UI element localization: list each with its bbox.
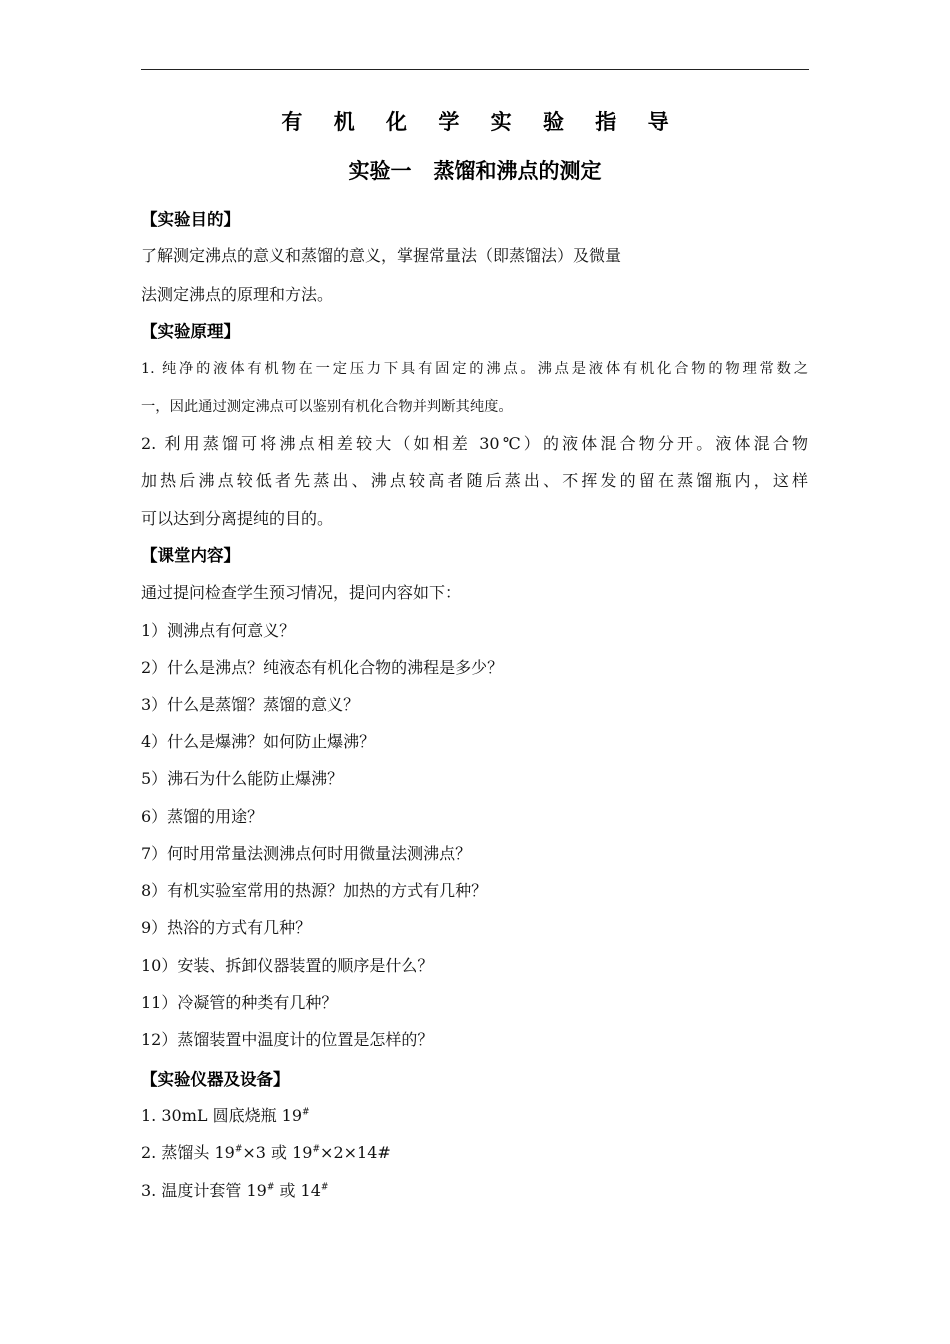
equipment-item-1: 1. 30mL 圆底烧瓶 19# (141, 1106, 310, 1125)
question-item: 10）安装、拆卸仪器装置的顺序是什么？ (141, 956, 434, 975)
classroom-intro: 通过提问检查学生预习情况，提问内容如下： (141, 583, 462, 602)
header-rule (141, 69, 809, 70)
experiment-number: 实验一 (348, 159, 412, 183)
experiment-name: 蒸馏和沸点的测定 (433, 159, 602, 183)
experiment-title (0, 155, 950, 185)
question-item: 7）何时用常量法测沸点何时用微量法测沸点？ (141, 844, 472, 863)
equipment-item-2: 2. 蒸馏头 19#×3 或 19#×2×14# (141, 1143, 391, 1162)
section-heading-classroom: 【课堂内容】 (141, 546, 240, 565)
principle-line-3: 2. 利用蒸馏可将沸点相差较大（如相差 30℃）的液体混合物分开。液体混合物 (141, 434, 808, 453)
section-heading-principle: 【实验原理】 (141, 322, 240, 341)
question-item: 3）什么是蒸馏？蒸馏的意义？ (141, 695, 360, 714)
question-item: 5）沸石为什么能防止爆沸？ (141, 769, 344, 788)
question-item: 8）有机实验室常用的热源？加热的方式有几种？ (141, 881, 488, 900)
question-item: 1）测沸点有何意义？ (141, 621, 296, 640)
principle-line-5: 可以达到分离提纯的目的。 (141, 509, 334, 528)
principle-line-1: 1. 纯净的液体有机物在一定压力下具有固定的沸点。沸点是液体有机化合物的物理常数之 (141, 361, 808, 377)
question-item: 4）什么是爆沸？如何防止爆沸？ (141, 732, 376, 751)
section-heading-equipment: 【实验仪器及设备】 (141, 1070, 290, 1089)
purpose-line-1: 了解测定沸点的意义和蒸馏的意义，掌握常量法（即蒸馏法）及微量 (141, 246, 622, 265)
principle-line-2: 一，因此通过测定沸点可以鉴别有机化合物并判断其纯度。 (141, 399, 513, 415)
purpose-line-2: 法测定沸点的原理和方法。 (141, 285, 334, 304)
equipment-item-3: 3. 温度计套管 19# 或 14# (141, 1181, 329, 1200)
question-item: 11）冷凝管的种类有几种？ (141, 993, 338, 1012)
section-heading-purpose: 【实验目的】 (141, 210, 240, 229)
question-item: 9）热浴的方式有几种？ (141, 918, 312, 937)
question-item: 6）蒸馏的用途？ (141, 807, 264, 826)
question-item: 2）什么是沸点？纯液态有机化合物的沸程是多少？ (141, 658, 504, 677)
document-title: 有 机 化 学 实 验 指 导 (281, 110, 681, 134)
principle-line-4: 加热后沸点较低者先蒸出、沸点较高者随后蒸出、不挥发的留在蒸馏瓶内，这样 (141, 471, 808, 490)
question-item: 12）蒸馏装置中温度计的位置是怎样的？ (141, 1030, 434, 1049)
